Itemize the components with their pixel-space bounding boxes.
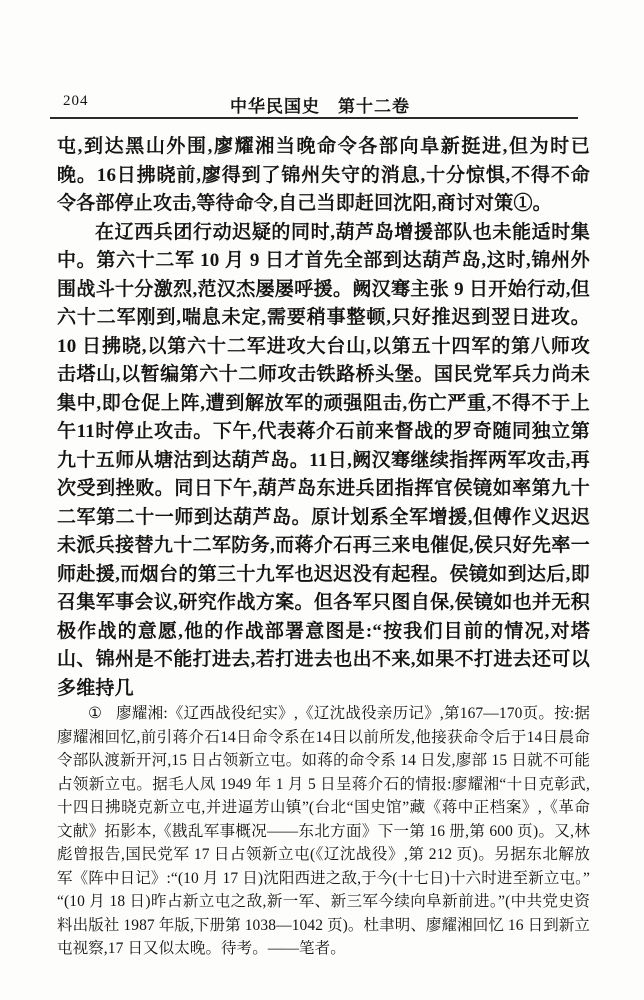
body-text (57, 133, 590, 703)
header-rule (50, 117, 578, 119)
running-title: 中华民国史 第十二卷 (230, 97, 410, 116)
body-paragraph-continuation: 屯,到达黑山外围,廖耀湘当晚命令各部向阜新挺进,但为时已晚。16日拂晓前,廖得到了锦州失守的消息,十分惊惧,不得不命令各部停止攻击,等待命令,自己当即赶回沈阳,商讨对策①。 (57, 136, 590, 214)
page-number: 204 (63, 93, 89, 109)
footnote-marker: ① (88, 705, 103, 722)
page-header (50, 92, 590, 114)
body-paragraph: 在辽西兵团行动迟疑的同时,葫芦岛增援部队也未能适时集中。第六十二军 10 月 9 日才首先全部到达葫芦岛,这时,锦州外围战斗十分激烈,范汉杰屡屡呼援。阙汉骞主张 9 日开始行动,但六十二军刚到,喘息未定,需要稍事整顿,只好推迟到翌日进攻。10 日拂晓,以第六十二军进攻大台山,以第五十四军的第八师攻击塔山,以暂编第六十二师攻击铁路桥头堡。国民党军兵力尚未集中,即仓促上阵,遭到解放军的顽强阻击,伤亡严重,不得不于上午11时停止攻击。下午,代表蒋介石前来督战的罗奇随同独立第九十五师从塘沽到达葫芦岛。11日,阙汉骞继续指挥两军攻击,再次受到挫败。同日下午,葫芦岛东进兵团指挥官侯镜如率第九十二军第二十一师到达葫芦岛。原计划系全军增援,但傅作义迟迟未派兵接替九十二军防务,而蒋介石再三来电催促,侯只好先率一师赴援,而烟台的第三十九军也迟迟没有起程。侯镜如到达后,即召集军事会议,研究作战方案。但各军只图自保,侯镜如也并无积极作战的意愿,他的作战部署意图是:“按我们目前的情况,对塔山、锦州是不能打进去,若打进去也出不来,如果不打进去还可以多维持几 (57, 221, 590, 699)
footnote-section (57, 702, 590, 961)
footnote-text: 廖耀湘:《辽西战役纪实》,《辽沈战役亲历记》,第167—170页。按:据廖耀湘回忆,前引蒋介石14日命令系在14日以前所发,他接获命令后于14日晨命令部队渡新开河,15 日占领新立屯。如蒋的命令系 14 日发,廖部 15 日就不可能占领新立屯。据毛人凤 1949 年 1 月 5 日呈蒋介石的情报:廖耀湘“十日克彰武,十四日拂晓克新立屯,并进逼芳山镇”(台北“国史馆”藏《蒋中正档案》,《革命文献》拓影本,《戡乱军事概况——东北方面》下一第 16 册,第 600 页)。又,林彪曾报告,国民党军 17 日占领新立屯(《辽沈战役》,第 212 页)。另据东北解放军《阵中日记》:“(10 月 17 日)沈阳西进之敌,于今(十七日)十六时进至新立屯。”“(10 月 18 日)昨占新立屯之敌,新一军、新三军今续向阜新前进。”(中共党史资料出版社 1987 年版,下册第 1038—1042 页)。杜聿明、廖耀湘回忆 16 日到新立屯视察,17 日又似太晚。待考。——笔者。 (57, 705, 590, 957)
footnote-1 (57, 702, 590, 961)
